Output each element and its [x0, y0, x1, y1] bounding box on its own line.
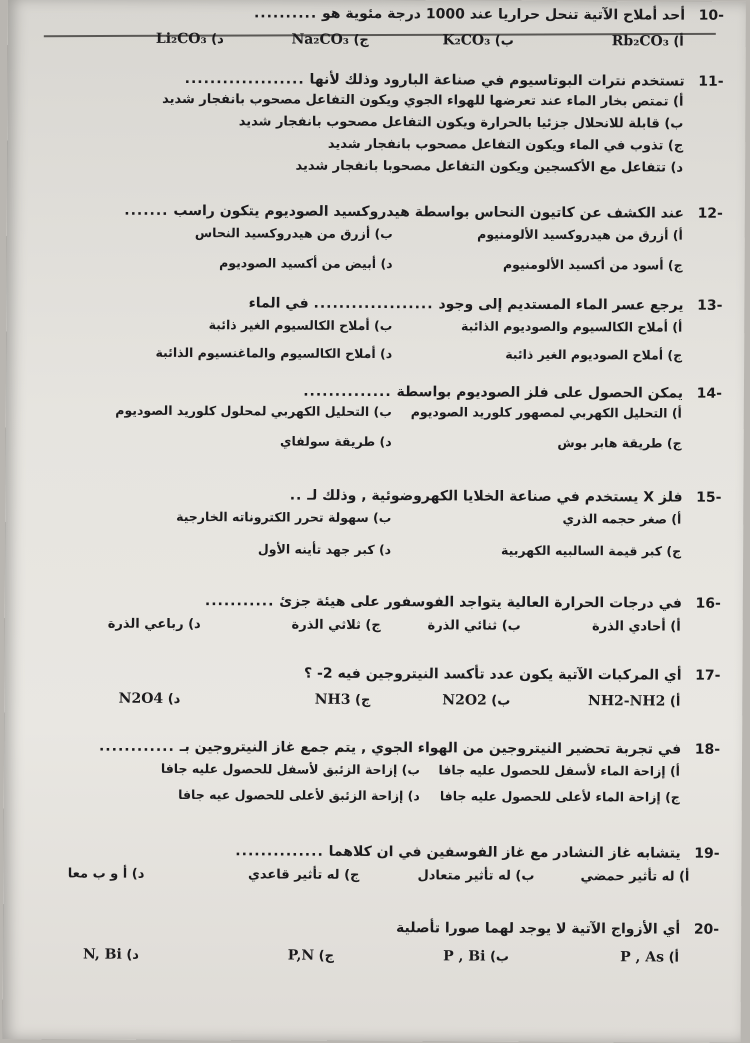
- option-d[interactable]: د) طريقة سولفاي: [279, 433, 392, 450]
- answer-blank: ..............: [235, 843, 324, 860]
- option-d[interactable]: د) رباعي الذرة: [107, 616, 201, 633]
- option-c[interactable]: ج) Na₂CO₃: [291, 31, 369, 48]
- question-number: -14: [696, 385, 722, 402]
- option-d[interactable]: د) أبيض من أكسيد الصوديوم: [219, 255, 393, 272]
- question-stem: أحد أملاح الآتية تنحل حراريا عند 1000 درجة مئوية هو: [322, 5, 686, 24]
- option-a[interactable]: أ) تمتص بخار الماء عند تعرضها للهواء الجوي ويكون التفاعل مصحوب بانفجار شديد: [162, 91, 684, 110]
- question-number: -15: [696, 489, 722, 506]
- answer-blank: ............: [98, 738, 175, 755]
- question-stem: عند الكشف عن كاتيون النحاس بواسطة هيدروكسيد الصوديوم يتكون راسب: [173, 202, 685, 222]
- question-number: -10: [698, 7, 724, 24]
- option-a[interactable]: أ) NH2-NH2: [588, 693, 681, 710]
- question-number: -13: [697, 297, 723, 314]
- option-b[interactable]: ب) سهولة تحرر الكتروناته الخارجية: [176, 508, 392, 526]
- option-c[interactable]: ج) طريقة هابر بوش: [557, 434, 682, 451]
- option-d[interactable]: د) N, Bi: [82, 946, 140, 963]
- question-10: [48, 2, 724, 58]
- question-number: -16: [695, 595, 721, 612]
- option-c[interactable]: ج) أسود من أكسيد الألومنيوم: [502, 256, 683, 273]
- question-16: [45, 590, 721, 644]
- question-stem: يتشابه غاز النشادر مع غاز الفوسفين في ان كلاهما: [328, 843, 681, 862]
- option-a[interactable]: أ) صغر حجمه الذري: [562, 510, 682, 527]
- option-c[interactable]: ج) إزاحة الماء لأعلى للحصول عليه جافا: [439, 788, 680, 805]
- question-stem: تستخدم نترات البوتاسيوم في صناعة البارود وذلك لأنها: [309, 71, 685, 90]
- question-stem: أي الأزواج الآتية لا يوجد لهما صورا تأصلية: [396, 920, 681, 938]
- option-d[interactable]: د) كبر جهد تأينه الأول: [257, 541, 392, 558]
- option-c[interactable]: ج) له تأثير قاعدي: [247, 867, 360, 883]
- question-13: [46, 292, 722, 374]
- option-b[interactable]: ب) إزاحة الزئبق لأسفل للحصول عليه جافا: [160, 760, 421, 778]
- answer-blank: ..............: [303, 383, 392, 401]
- question-number: -17: [695, 667, 721, 684]
- answer-blank: ...................: [313, 295, 434, 313]
- answer-blank: ...................: [184, 70, 305, 88]
- question-18: [44, 736, 720, 816]
- option-c[interactable]: ج) كبر قيمة السالبيه الكهربية: [501, 542, 682, 559]
- question-number: -19: [694, 845, 720, 862]
- answer-blank: .......: [124, 202, 169, 219]
- option-c[interactable]: ج) ثلاثي الذرة: [291, 617, 381, 634]
- option-b[interactable]: ب) K₂CO₃: [442, 32, 514, 49]
- option-a[interactable]: أ) التحليل الكهربي لمصهور كلوريد الصوديوم: [410, 404, 682, 421]
- option-c[interactable]: ج) NH3: [314, 691, 371, 708]
- option-b[interactable]: ب) له تأثير متعادل: [417, 868, 535, 884]
- option-d[interactable]: د) أ و ب معا: [67, 866, 145, 882]
- question-stem-end: في الماء: [248, 295, 309, 312]
- option-d[interactable]: د) إزاحة الزئبق لأعلى للحصول عيه جافا: [178, 786, 420, 804]
- option-a[interactable]: أ) أملاح الكالسيوم والصوديوم الذائبة: [460, 318, 683, 335]
- option-c[interactable]: ج) أملاح الصوديوم الغير ذائبة: [505, 346, 683, 363]
- option-d[interactable]: د) أملاح الكالسيوم والماغنسيوم الذائبة: [155, 344, 393, 362]
- option-b[interactable]: ب) قابلة للانحلال جزئيا بالحرارة ويكون التفاعل مصحوب بانفجار شديد: [238, 114, 684, 132]
- question-11: [47, 68, 724, 180]
- question-stem: يرجع عسر الماء المستديم إلى وجود: [438, 296, 684, 314]
- option-a[interactable]: أ) له تأثير حمضي: [580, 869, 690, 885]
- question-17: [44, 662, 720, 718]
- question-14: [46, 380, 722, 462]
- exam-sheet: [3, 0, 746, 1043]
- question-number: -18: [694, 741, 721, 758]
- question-stem: يمكن الحصول على فلز الصوديوم بواسطة: [396, 384, 684, 402]
- option-a[interactable]: أ) P , As: [620, 949, 680, 966]
- answer-blank: ..........: [253, 5, 318, 22]
- option-d[interactable]: د) Li₂CO₃: [155, 30, 224, 48]
- question-stem: في تجربة تحضير النيتروجين من الهواء الجوي , يتم جمع غاز النيتروجين بـ: [179, 738, 682, 758]
- option-b[interactable]: ب) ثنائي الذرة: [427, 618, 521, 634]
- question-stem: أي المركبات الآتية يكون عدد تأكسد النيتروجين فيه 2- ؟: [304, 665, 682, 684]
- question-15: [45, 484, 721, 570]
- option-b[interactable]: ب) أزرق من هيدروكسيد النحاس: [194, 225, 393, 242]
- option-a[interactable]: أ) أحادي الذرة: [591, 619, 681, 635]
- question-19: [43, 840, 719, 894]
- option-b[interactable]: ب) التحليل الكهربي لمحلول كلوريد الصوديوم: [115, 402, 392, 420]
- question-20: [43, 916, 719, 974]
- option-d[interactable]: د) N2O4: [118, 690, 181, 707]
- question-number: -20: [693, 921, 720, 938]
- answer-blank: ..: [289, 487, 303, 504]
- option-b[interactable]: ب) N2O2: [442, 692, 511, 709]
- question-stem: في درجات الحرارة العالية يتواجد الفوسفور على هيئة جزئ: [279, 593, 683, 612]
- question-stem: فلز X يستخدم في صناعة الخلايا الكهروضوئية , وذلك لـ: [307, 487, 683, 506]
- option-a[interactable]: أ) Rb₂CO₃: [611, 33, 684, 50]
- question-12: [47, 200, 723, 284]
- option-a[interactable]: أ) أزرق من هيدروكسيد الألومنيوم: [477, 226, 683, 243]
- option-c[interactable]: ج) تذوب في الماء ويكون التفاعل مصحوب بانفجار شديد: [327, 136, 684, 154]
- option-b[interactable]: ب) أملاح الكالسيوم الغير ذائبة: [208, 317, 393, 334]
- option-d[interactable]: د) تتفاعل مع الأكسجين ويكون التفاعل مصحوبا بانفجار شديد: [295, 158, 684, 176]
- option-a[interactable]: أ) إزاحة الماء لأسفل للحصول عليه جافا: [438, 762, 681, 779]
- question-number: -12: [697, 205, 723, 222]
- option-c[interactable]: ج) P,N: [287, 947, 335, 964]
- answer-blank: ...........: [204, 593, 275, 610]
- question-number: -11: [698, 73, 724, 90]
- option-b[interactable]: ب) P , Bi: [443, 948, 510, 965]
